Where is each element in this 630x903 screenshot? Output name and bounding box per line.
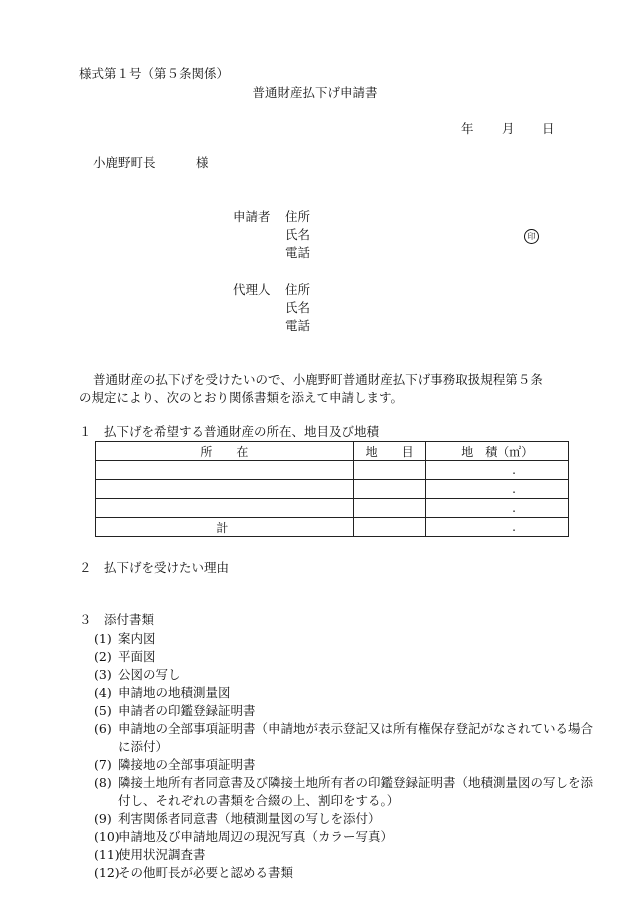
form-number: 様式第１号（第５条関係） — [79, 66, 230, 81]
document-title: 普通財産払下げ申請書 — [252, 85, 378, 100]
list-item — [94, 846, 594, 864]
column-land-category: 地 目 — [353, 442, 426, 461]
location-cell[interactable] — [96, 461, 354, 480]
body-text-line2: の規定により、次のとおり関係書類を添えて申請します。 — [79, 390, 404, 405]
section1-heading: １ 払下げを希望する普通財産の所在、地目及び地積 — [79, 424, 380, 439]
seal-icon — [524, 227, 539, 244]
date-year-label: 年 — [461, 121, 474, 136]
item-text: 申請地の全部事項証明書（申請地が表示登記又は所有権保存登記がなされている場合に添付） — [118, 721, 594, 754]
item-number: (1) — [94, 631, 112, 646]
item-number: (7) — [94, 757, 112, 772]
section2-heading: ２ 払下げを受けたい理由 — [79, 560, 230, 575]
item-text: 案内図 — [118, 631, 156, 646]
table-header-row — [96, 442, 569, 461]
item-number: (4) — [94, 685, 112, 700]
item-number: (3) — [94, 667, 112, 682]
item-number: (6) — [94, 721, 112, 736]
item-text: 申請地の地積測量図 — [118, 685, 231, 700]
column-land-area: 地 積（㎡） — [426, 442, 569, 461]
location-cell[interactable] — [96, 499, 354, 518]
total-area-cell[interactable]: . — [426, 518, 569, 537]
item-text: 隣接地の全部事項証明書 — [118, 757, 256, 772]
applicant-name-label: 氏名 — [285, 227, 311, 242]
category-cell[interactable] — [353, 499, 426, 518]
list-item — [94, 666, 594, 684]
date-day-label: 日 — [542, 121, 555, 136]
table-total-row — [96, 518, 569, 537]
item-text: 利害関係者同意書（地積測量図の写しを添付） — [118, 811, 381, 826]
item-number: (9) — [94, 811, 112, 826]
list-item — [94, 684, 594, 702]
area-cell[interactable]: . — [426, 480, 569, 499]
agent-address-label: 住所 — [285, 282, 311, 297]
agent-phone-label: 電話 — [285, 318, 311, 333]
total-category-cell — [353, 518, 426, 537]
list-item — [94, 828, 594, 846]
attachment-list — [94, 630, 594, 882]
list-item — [94, 630, 594, 648]
item-text: その他町長が必要と認める書類 — [118, 865, 294, 880]
category-cell[interactable] — [353, 480, 426, 499]
land-table — [95, 441, 569, 537]
date-month-label: 月 — [502, 121, 515, 136]
honorific: 様 — [196, 155, 209, 170]
area-cell[interactable]: . — [426, 499, 569, 518]
list-item — [94, 648, 594, 666]
body-text-line1: 普通財産の払下げを受けたいので、小鹿野町普通財産払下げ事務取扱規程第５条 — [93, 372, 543, 387]
item-number: (2) — [94, 649, 112, 664]
applicant-phone-label: 電話 — [285, 245, 311, 260]
category-cell[interactable] — [353, 461, 426, 480]
item-number: (8) — [94, 775, 112, 790]
section3-heading: ３ 添付書類 — [79, 612, 155, 627]
item-number: (10) — [94, 829, 120, 844]
list-item — [94, 702, 594, 720]
table-row — [96, 480, 569, 499]
list-item — [94, 756, 594, 774]
applicant-role-label: 申請者 — [233, 209, 271, 224]
location-cell[interactable] — [96, 480, 354, 499]
item-text: 隣接土地所有者同意書及び隣接土地所有者の印鑑登録証明書（地積測量図の写しを添付し、それぞれの書類を合綴の上、割印をする。） — [118, 775, 594, 808]
table-row — [96, 499, 569, 518]
list-item — [94, 774, 594, 810]
agent-role-label: 代理人 — [233, 282, 271, 297]
table-row — [96, 461, 569, 480]
list-item — [94, 810, 594, 828]
addressee: 小鹿野町長 — [93, 155, 156, 170]
item-text: 申請地及び申請地周辺の現況写真（カラー写真） — [118, 829, 394, 844]
item-number: (12) — [94, 865, 120, 880]
total-label: 計 — [96, 518, 354, 537]
column-location: 所 在 — [96, 442, 354, 461]
agent-name-label: 氏名 — [285, 300, 311, 315]
applicant-address-label: 住所 — [285, 209, 311, 224]
item-number: (5) — [94, 703, 112, 718]
item-text: 使用状況調査書 — [118, 847, 206, 862]
list-item — [94, 720, 594, 756]
item-text: 平面図 — [118, 649, 156, 664]
item-number: (11) — [94, 847, 120, 862]
area-cell[interactable]: . — [426, 461, 569, 480]
list-item — [94, 864, 594, 882]
item-text: 公図の写し — [118, 667, 181, 682]
seal-mark: 印 — [524, 229, 539, 244]
item-text: 申請者の印鑑登録証明書 — [118, 703, 256, 718]
